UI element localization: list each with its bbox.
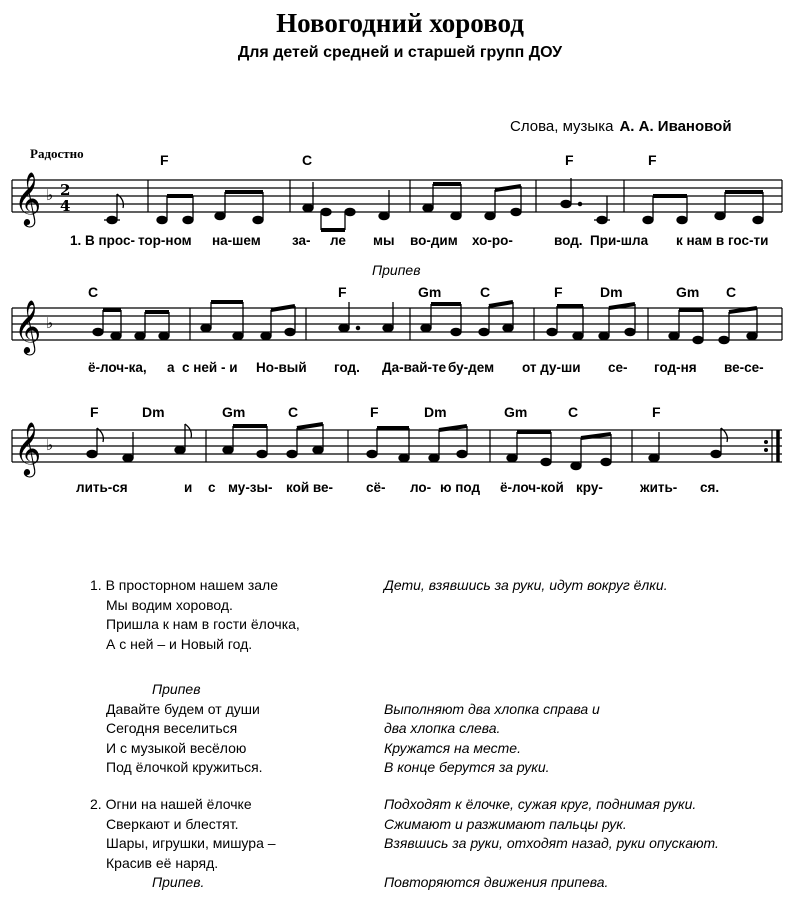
- chord-symbol: C: [568, 404, 579, 420]
- lyric-syllable: Но-вый: [256, 360, 307, 375]
- action-line: В конце берутся за руки.: [384, 759, 550, 775]
- lyric-syllable: 1. В прос-: [70, 233, 135, 248]
- action-line: два хлопка слева.: [384, 720, 501, 736]
- lyric-syllable: а: [167, 360, 175, 375]
- refrain-marking: Припев: [372, 262, 421, 278]
- svg-text:4: 4: [60, 197, 71, 215]
- action-line: Дети, взявшись за руки, идут вокруг ёлки.: [384, 577, 668, 593]
- credits: [510, 118, 732, 135]
- lyric-syllable: се-: [608, 360, 628, 375]
- lyric-line: Пришла к нам в гости ёлочка,: [106, 616, 300, 632]
- lyric-syllable: сё-: [366, 480, 386, 495]
- chord-symbol: Gm: [222, 404, 246, 420]
- chord-symbol: F: [90, 404, 99, 420]
- chord-symbol: C: [726, 284, 737, 300]
- credits-author: А. А. Ивановой: [619, 118, 732, 135]
- lyric-line: Давайте будем от души: [106, 700, 260, 717]
- lyric-syllable: ве-се-: [724, 360, 764, 375]
- song-subtitle: Для детей средней и старшей групп ДОУ: [237, 44, 563, 61]
- lyric-line: А с ней – и Новый год.: [106, 635, 253, 652]
- chord-symbol: F: [652, 404, 661, 420]
- chord-symbol: C: [88, 284, 99, 300]
- lyric-syllable: ё-лоч-ка,: [88, 360, 147, 375]
- lyric-syllable: с: [208, 480, 216, 495]
- lyric-syllable: му-зы-: [228, 480, 273, 495]
- chord-symbol: F: [554, 284, 563, 300]
- lyric-line: 1. В просторном нашем зале: [90, 577, 279, 593]
- lyric-syllable: тор-ном: [138, 233, 192, 248]
- verse-1-actions: [384, 576, 668, 596]
- lyric-syllable: мы: [373, 233, 395, 248]
- chord-symbol: C: [480, 284, 491, 300]
- staff-2-notation: [0, 299, 800, 354]
- chord-symbol: C: [302, 152, 313, 168]
- chord-symbol: Gm: [504, 404, 528, 420]
- lyric-line: Сегодня веселиться: [106, 720, 238, 736]
- svg-text:2: 2: [60, 181, 71, 199]
- verse-1-lyrics: [90, 576, 300, 654]
- tempo-marking: Радостно: [30, 146, 84, 161]
- lyric-line: Мы водим хоровод.: [106, 596, 233, 613]
- lyric-line: И с музыкой весёлою: [106, 739, 247, 756]
- lyric-syllable: кой ве-: [286, 480, 333, 495]
- lyric-syllable: ле: [330, 233, 346, 248]
- lyric-line: 2. Огни на нашей ёлочке: [90, 796, 252, 812]
- staff-1-notation: [0, 171, 800, 236]
- action-line: Повторяются движения припева.: [384, 874, 609, 890]
- lyric-syllable: хо-ро-: [472, 233, 513, 248]
- lyric-syllable: кру-: [576, 480, 603, 495]
- action-line: [384, 854, 719, 874]
- lyric-syllable: год-ня: [654, 360, 697, 375]
- lyric-line: Шары, игрушки, мишура –: [106, 835, 276, 851]
- chord-symbol: Dm: [424, 404, 447, 420]
- svg-text:𝄞: 𝄞: [14, 421, 42, 475]
- lyric-syllable: Да-вай-те: [382, 360, 447, 375]
- chord-symbol: F: [565, 152, 574, 168]
- lyric-syllable: от ду-ши: [522, 360, 581, 375]
- chord-symbol: C: [288, 404, 299, 420]
- action-line: Взявшись за руки, отходят назад, руки опускают.: [384, 835, 719, 851]
- credits-label: Слова, музыка: [510, 118, 614, 135]
- lyric-syllable: ло-: [410, 480, 432, 495]
- lyric-syllable: бу-дем: [448, 360, 495, 375]
- chord-symbol: Dm: [142, 404, 165, 420]
- svg-text:𝄞: 𝄞: [14, 171, 42, 225]
- lyric-syllable: с ней - и: [182, 360, 238, 375]
- lyric-syllable: жить-: [640, 480, 678, 495]
- chord-symbol: F: [338, 284, 347, 300]
- chord-symbol: Gm: [418, 284, 442, 300]
- verse-2-actions: [384, 795, 719, 893]
- refrain-heading: Припев: [152, 681, 201, 697]
- refrain-actions: [384, 680, 600, 778]
- svg-text:♭: ♭: [46, 186, 54, 204]
- verse-2-lyrics: [90, 795, 276, 893]
- refrain-lyrics: [106, 680, 263, 778]
- svg-text:♭: ♭: [46, 314, 54, 332]
- svg-text:𝄞: 𝄞: [14, 299, 42, 353]
- lyric-syllable: При-шла: [590, 233, 649, 248]
- action-line: Выполняют два хлопка справа и: [384, 700, 600, 717]
- chord-symbol: F: [370, 404, 379, 420]
- lyric-line: Под ёлочкой кружиться.: [106, 759, 263, 775]
- action-line: Подходят к ёлочке, сужая круг, поднимая руки.: [384, 796, 697, 812]
- lyric-syllable: лить-ся: [76, 480, 128, 495]
- lyric-syllable: к нам в гос-ти: [676, 233, 769, 248]
- lyric-syllable: за-: [292, 233, 311, 248]
- lyric-syllable: во-дим: [410, 233, 458, 248]
- lyric-syllable: вод.: [554, 233, 583, 248]
- lyric-syllable: ю под: [440, 480, 481, 495]
- lyric-syllable: год.: [334, 360, 360, 375]
- chord-symbol: Gm: [676, 284, 700, 300]
- svg-text:♭: ♭: [46, 436, 54, 454]
- lyric-syllable: ся.: [700, 480, 720, 495]
- lyric-line: Красив её наряд.: [106, 854, 219, 871]
- lyric-line: Сверкают и блестят.: [106, 815, 239, 832]
- song-title: Новогодний хоровод: [276, 8, 524, 38]
- chord-symbol: F: [648, 152, 657, 168]
- lyric-syllable: на-шем: [212, 233, 261, 248]
- chord-symbol: F: [160, 152, 169, 168]
- staff-3-notation: [0, 421, 800, 476]
- action-line: [384, 680, 600, 700]
- lyric-syllable: и: [184, 480, 193, 495]
- refrain-reference: Припев.: [152, 874, 205, 890]
- action-line: Кружатся на месте.: [384, 739, 521, 756]
- chord-symbol: Dm: [600, 284, 623, 300]
- action-line: Сжимают и разжимают пальцы рук.: [384, 815, 627, 832]
- lyric-syllable: ё-лоч-кой: [500, 480, 564, 495]
